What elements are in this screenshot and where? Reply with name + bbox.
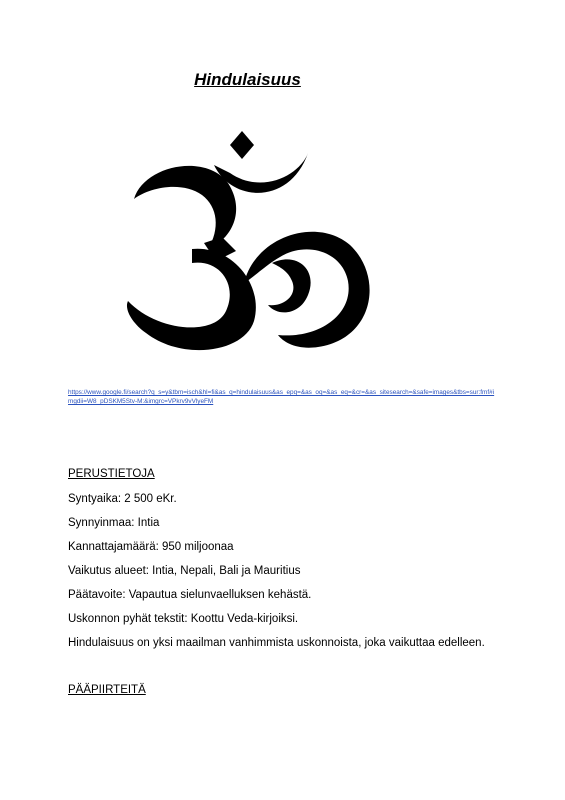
fact-regions: Vaikutus alueet: Intia, Nepali, Bali ja Mauritius [68, 565, 301, 577]
fact-summary: Hindulaisuus on yksi maailman vanhimmista uskonnoista, joka vaikuttaa edelleen. [68, 637, 485, 649]
section-heading-perustietoja: PERUSTIETOJA [68, 468, 155, 480]
page-title: Hindulaisuus [194, 70, 301, 89]
fact-followers: Kannattajamäärä: 950 miljoonaa [68, 541, 234, 553]
fact-origin-country: Synnyinmaa: Intia [68, 517, 160, 529]
fact-sacred-texts: Uskonnon pyhät tekstit: Koottu Veda-kirjoiksi. [68, 613, 299, 625]
fact-origin-time: Syntyaika: 2 500 eKr. [68, 493, 177, 505]
source-link[interactable]: https://www.google.fi/search?q_s=y&tbm=isch&hl=fi&as_q=hindulaisuus&as_epq=&as_oq=&as_eq=&cr=&as_sitesearch=&safe=images&tbs=sur:fmf#imgdii=W8_pDSKM5Stv-M:&imgrc=VPkrv9vVlyeFM [68, 389, 495, 405]
fact-goal: Päätavoite: Vapautua sielunvaelluksen kehästä. [68, 589, 312, 601]
om-symbol-icon [122, 125, 378, 357]
section-heading-paapiirteita: PÄÄPIIRTEITÄ [68, 684, 146, 696]
